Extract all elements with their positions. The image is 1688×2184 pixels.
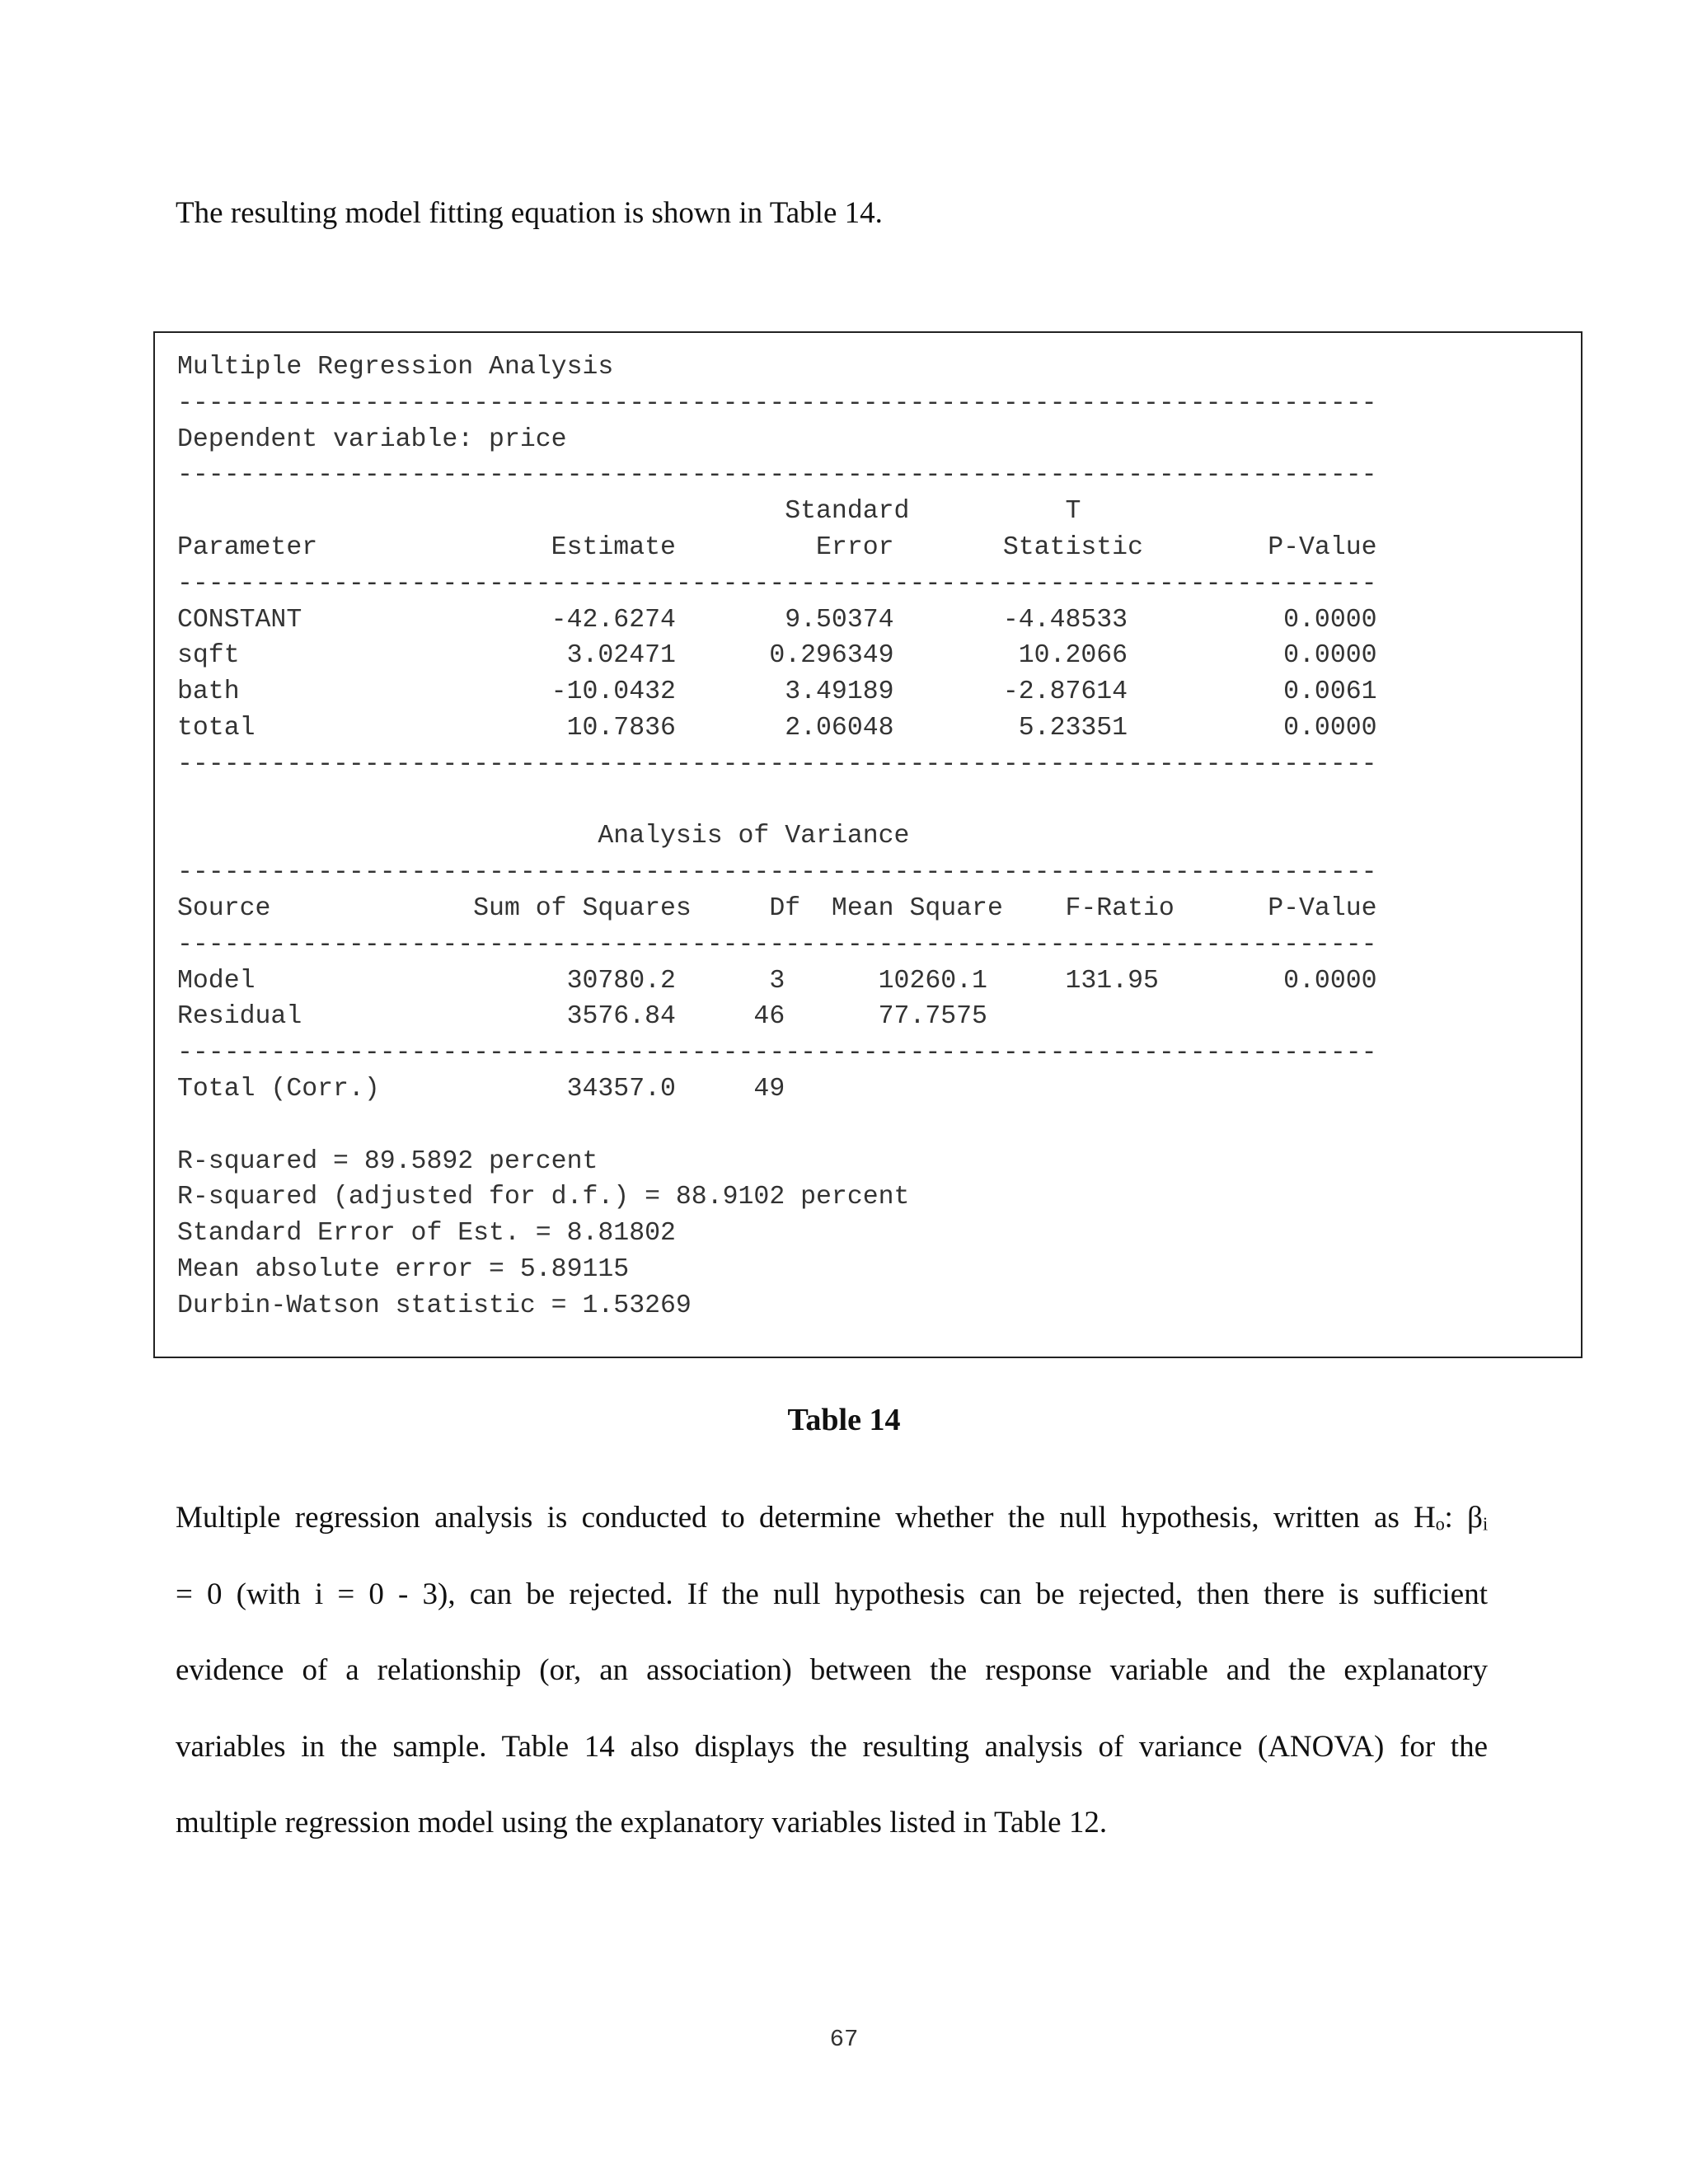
paragraph-line: = 0 (with i = 0 - 3), can be rejected. If the null hypothesis can be rejected, then there is sufficient — [176, 1577, 1488, 1611]
anova-title: Analysis of Variance — [177, 822, 910, 851]
summary-stat-line: R-squared (adjusted for d.f.) = 88.9102 percent — [177, 1183, 910, 1212]
anova-row: Residual 3576.84 46 77.7575 — [177, 1002, 987, 1032]
separator-line: ----------------------------------------------------------------------------- — [177, 930, 1377, 959]
anova-header: Source Sum of Squares Df Mean Square F-Ratio P-Value — [177, 893, 1377, 923]
coefficient-row: bath -10.0432 3.49189 -2.87614 0.0061 — [177, 677, 1377, 707]
page-number: 67 — [829, 2026, 859, 2053]
coefficient-header-line-1: Standard T — [177, 497, 1081, 527]
summary-stat-line: Mean absolute error = 5.89115 — [177, 1254, 630, 1284]
paragraph-line: multiple regression model using the explanatory variables listed in Table 12. — [176, 1806, 1108, 1840]
blank-line — [177, 783, 1377, 819]
coefficient-row: total 10.7836 2.06048 5.23351 0.0000 — [177, 713, 1377, 743]
separator-line: ----------------------------------------------------------------------------- — [177, 858, 1377, 888]
body-paragraph — [176, 1480, 1488, 1862]
separator-line: ----------------------------------------------------------------------------- — [177, 461, 1377, 490]
summary-stat-line: Standard Error of Est. = 8.81802 — [177, 1219, 676, 1249]
paragraph-line: Multiple regression analysis is conducted to determine whether the null hypothesis, written as Hₒ: βᵢ — [176, 1501, 1488, 1535]
coefficient-row: sqft 3.02471 0.296349 10.2066 0.0000 — [177, 641, 1377, 671]
regression-output-text — [177, 349, 1377, 1324]
paragraph-line: evidence of a relationship (or, an association) between the response variable and the explanatory — [176, 1653, 1488, 1687]
anova-total-row: Total (Corr.) 34357.0 49 — [177, 1074, 785, 1104]
separator-line: ----------------------------------------------------------------------------- — [177, 749, 1377, 779]
summary-stat-line: Durbin-Watson statistic = 1.53269 — [177, 1291, 692, 1320]
coefficient-row: CONSTANT -42.6274 9.50374 -4.48533 0.0000 — [177, 605, 1377, 635]
separator-line: ----------------------------------------------------------------------------- — [177, 388, 1377, 418]
separator-line: ----------------------------------------------------------------------------- — [177, 1038, 1377, 1068]
intro-text: The resulting model fitting equation is shown in Table 14. — [176, 196, 883, 230]
coefficient-header-line-2: Parameter Estimate Error Statistic P-Value — [177, 532, 1377, 562]
table-caption: Table 14 — [787, 1403, 901, 1437]
anova-row: Model 30780.2 3 10260.1 131.95 0.0000 — [177, 966, 1377, 996]
output-title: Multiple Regression Analysis — [177, 353, 614, 382]
regression-output-box — [153, 331, 1582, 1358]
dependent-variable-line: Dependent variable: price — [177, 424, 567, 454]
separator-line: ----------------------------------------------------------------------------- — [177, 569, 1377, 598]
paragraph-line: variables in the sample. Table 14 also displays the resulting analysis of variance (ANOVA) for the — [176, 1729, 1488, 1764]
blank-line — [177, 1108, 1377, 1144]
summary-stat-line: R-squared = 89.5892 percent — [177, 1146, 598, 1176]
